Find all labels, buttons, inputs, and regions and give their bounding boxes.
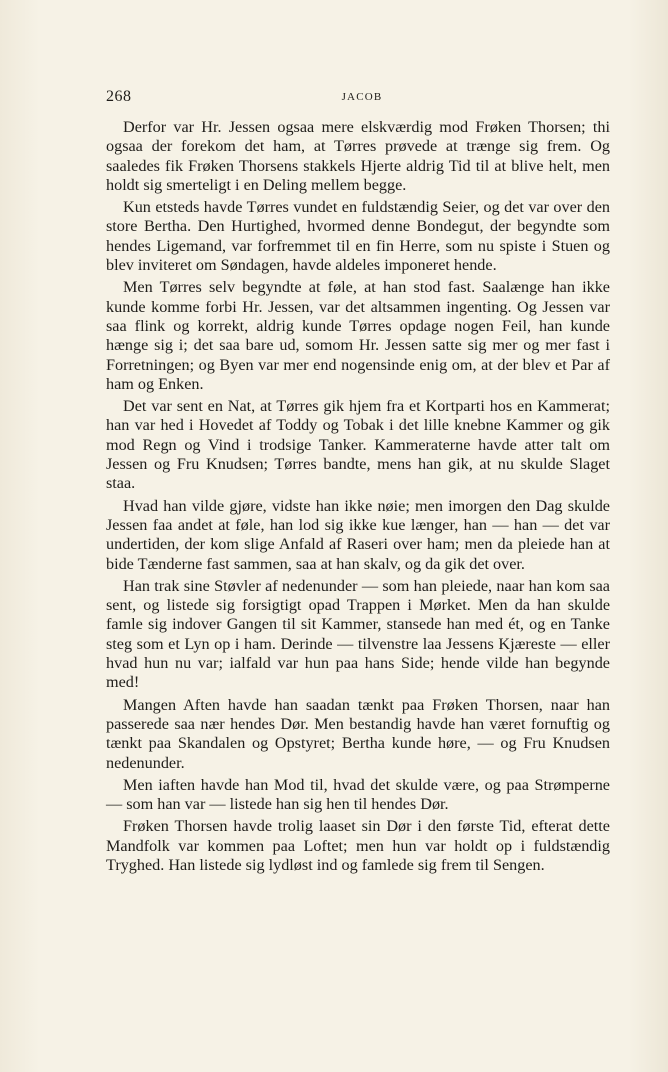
paragraph: Men Tørres selv begyndte at føle, at han stod fast. Saalænge han ikke kunde komme forbi Hr. Jessen, var det altsammen ingenting. Og Jessen var saa flink og korrekt, aldrig kunde Tørres opdage nogen Feil, han kunde hænge sig i; det saa bare ud, somom Hr. Jessen satte sig mer og mer fast i Forretningen; og Byen var mer end nogensinde enig om, at der blev et Par af ham og Enken. <box>106 278 610 393</box>
paragraph: Frøken Thorsen havde trolig laaset sin Dør i den første Tid, efterat dette Mandfolk var kommen paa Loftet; men hun var holdt op i fuldstændig Tryghed. Han listede sig lydløst ind og famlede sig frem til Sengen. <box>106 817 610 874</box>
page-number: 268 <box>106 88 132 105</box>
paragraph: Men iaften havde han Mod til, hvad det skulde være, og paa Strømperne — som han var — listede han sig hen til hendes Dør. <box>106 775 610 814</box>
page-header <box>106 88 610 110</box>
paragraph: Derfor var Hr. Jessen ogsaa mere elskværdig mod Frøken Thorsen; thi ogsaa der forekom det ham, at Tørres prøvede at trænge sig frem. Og saaledes fik Frøken Thorsens stakkels Hjerte aldrig Tid til at blive helt, men holdt sig smerteligt i en Deling mellem begge. <box>106 118 610 194</box>
running-head: JACOB <box>341 91 383 103</box>
paragraph: Hvad han vilde gjøre, vidste han ikke nøie; men imorgen den Dag skulde Jessen faa andet at føle, han lod sig ikke kue længer, han — han — det var undertiden, der kom slige Anfald af Raseri over ham; men da pleiede han at bide Tænderne fast sammen, saa at han skalv, og da gik det over. <box>106 496 610 573</box>
paragraph: Mangen Aften havde han saadan tænkt paa Frøken Thorsen, naar han passerede saa nær hendes Dør. Men bestandig havde han været fornuftig og tænkt paa Skandalen og Opstyret; Bertha kunde høre, — og Fru Knudsen nedenunder. <box>106 695 610 772</box>
body-text <box>106 118 610 878</box>
paragraph: Kun etsteds havde Tørres vundet en fuldstændig Seier, og det var over den store Bertha. Den Hurtighed, hvormed denne Bondegut, der begyndte som hendes Ligemand, var forfremmet til en fin Herre, som nu spiste i Stuen og blev inviteret om Søndagen, havde aldeles imponeret hende. <box>106 198 610 275</box>
paragraph: Han trak sine Støvler af nedenunder — som han pleiede, naar han kom saa sent, og listede sig forsigtigt opad Trappen i Mørket. Men da han skulde famle sig indover Gangen til sit Kammer, stansede han med ét, og en Tanke steg som et Lyn op i ham. Derinde — tilvenstre laa Jessens Kjæreste — eller hvad hun nu var; ialfald var hun paa hans Side; hende vilde han begynde med! <box>106 576 610 692</box>
paragraph: Det var sent en Nat, at Tørres gik hjem fra et Kortparti hos en Kammerat; han var hed i Hovedet af Toddy og Tobak i det lille knebne Kammer og gik mod Regn og Vind i trodsige Tanker. Kammeraterne havde atter talt om Jessen og Fru Knudsen; Tørres bandte, mens han gik, at nu skulde Slaget staa. <box>106 397 610 493</box>
